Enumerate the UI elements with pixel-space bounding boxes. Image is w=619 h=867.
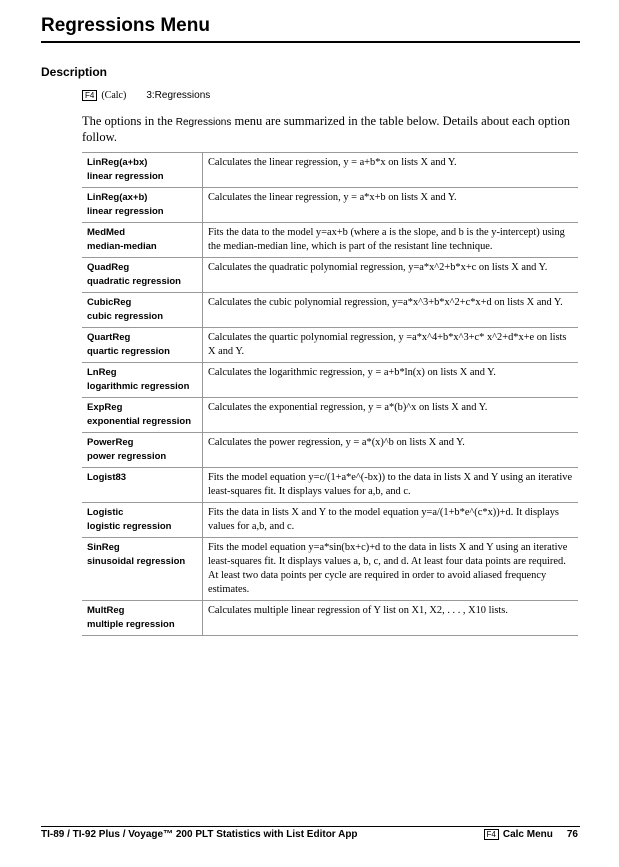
footer-product: TI-89 / TI-92 Plus / Voyage™ 200 PLT Statistics with List Editor App xyxy=(41,829,358,840)
page-title: Regressions Menu xyxy=(41,15,210,36)
option-description: Calculates the linear regression, y = a*x+b on lists X and Y. xyxy=(208,192,457,203)
option-description: Calculates the logarithmic regression, y = a+b*ln(x) on lists X and Y. xyxy=(208,367,496,378)
table-row xyxy=(82,293,578,328)
option-name-cell xyxy=(82,503,203,538)
option-subtitle: sinusoidal regression xyxy=(87,556,186,567)
table-row xyxy=(82,363,578,398)
title-rule xyxy=(41,41,580,43)
option-subtitle: quadratic regression xyxy=(87,276,181,287)
option-subtitle: quartic regression xyxy=(87,346,170,357)
key-menu-label: (Calc) xyxy=(101,90,127,101)
option-name-cell xyxy=(82,538,203,601)
option-subtitle: power regression xyxy=(87,451,167,462)
option-description: Calculates the quartic polynomial regression, y =a*x^4+b*x^3+c* x^2+d*x+e on lists X and Y. xyxy=(208,332,567,357)
option-name: LinReg(a+bx) xyxy=(87,157,148,168)
footer-section xyxy=(484,829,578,840)
intro-text-end: menu are summarized in the table below. Details about each option follow. xyxy=(82,114,571,144)
section-heading: Description xyxy=(41,65,108,79)
option-name-cell xyxy=(82,293,203,328)
intro-paragraph xyxy=(82,114,582,145)
option-subtitle: multiple regression xyxy=(87,619,175,630)
option-name-cell xyxy=(82,258,203,293)
table-row xyxy=(82,433,578,468)
table-row xyxy=(82,468,578,503)
option-name-cell xyxy=(82,398,203,433)
option-subtitle: logarithmic regression xyxy=(87,381,190,392)
option-subtitle: linear regression xyxy=(87,171,164,182)
option-subtitle: median-median xyxy=(87,241,157,252)
option-description: Fits the data in lists X and Y to the model equation y=a/(1+b*e^(c*x))+d. It displays values for a,b, and c. xyxy=(208,507,559,532)
option-name: Logistic xyxy=(87,507,124,518)
option-description: Calculates multiple linear regression of Y list on X1, X2, . . . , X10 lists. xyxy=(208,605,508,616)
table-row xyxy=(82,258,578,293)
option-name-cell xyxy=(82,153,203,188)
option-name: ExpReg xyxy=(87,402,123,413)
option-name-cell xyxy=(82,328,203,363)
option-name-cell xyxy=(82,188,203,223)
option-name: QuartReg xyxy=(87,332,131,343)
key-item-label: 3:Regressions xyxy=(146,90,211,101)
option-name: PowerReg xyxy=(87,437,134,448)
option-subtitle: linear regression xyxy=(87,206,164,217)
option-name: SinReg xyxy=(87,542,120,553)
option-name: Logist83 xyxy=(87,472,127,483)
option-description: Calculates the exponential regression, y = a*(b)^x on lists X and Y. xyxy=(208,402,488,413)
option-name: LnReg xyxy=(87,367,117,378)
table-row xyxy=(82,601,578,636)
f4-key-icon: F4 xyxy=(82,90,97,101)
option-description: Calculates the power regression, y = a*(x)^b on lists X and Y. xyxy=(208,437,465,448)
option-name-cell xyxy=(82,223,203,258)
option-description: Calculates the quadratic polynomial regression, y=a*x^2+b*x+c on lists X and Y. xyxy=(208,262,548,273)
option-name: QuadReg xyxy=(87,262,130,273)
table-row xyxy=(82,153,578,188)
table-row xyxy=(82,538,578,601)
intro-menu-name: Regressions xyxy=(175,117,232,128)
page-number: 76 xyxy=(566,829,578,840)
f4-key-icon: F4 xyxy=(484,829,499,840)
option-name-cell xyxy=(82,601,203,636)
option-description: Fits the model equation y=c/(1+a*e^(-bx)) to the data in lists X and Y using an iterative least-squares fit. It displays values for a,b, and c. xyxy=(208,472,573,497)
table-row xyxy=(82,503,578,538)
option-description: Calculates the cubic polynomial regression, y=a*x^3+b*x^2+c*x+d on lists X and Y. xyxy=(208,297,563,308)
option-description: Calculates the linear regression, y = a+b*x on lists X and Y. xyxy=(208,157,457,168)
option-name: CubicReg xyxy=(87,297,132,308)
options-table xyxy=(82,152,578,636)
key-path xyxy=(82,90,210,101)
option-subtitle: cubic regression xyxy=(87,311,164,322)
option-description: Fits the model equation y=a*sin(bx+c)+d to the data in lists X and Y using an iterative least-squares fit. It displays values a, b, c, and d. At least four data points are required. At least two data points per cycle are required in order to avoid aliased frequency estimates. xyxy=(208,542,568,595)
option-name: LinReg(ax+b) xyxy=(87,192,148,203)
option-description: Fits the data to the model y=ax+b (where a is the slope, and b is the y-intercept) using the median-median line, which is part of the resistant line technique. xyxy=(208,227,565,252)
option-name: MultReg xyxy=(87,605,125,616)
intro-text-start: The options in the xyxy=(82,114,176,128)
option-subtitle: exponential regression xyxy=(87,416,192,427)
footer-section-label: Calc Menu xyxy=(502,829,553,840)
table-row xyxy=(82,398,578,433)
option-name-cell xyxy=(82,468,203,503)
table-row xyxy=(82,188,578,223)
table-row xyxy=(82,223,578,258)
table-row xyxy=(82,328,578,363)
option-subtitle: logistic regression xyxy=(87,521,172,532)
option-name: MedMed xyxy=(87,227,125,238)
option-name-cell xyxy=(82,433,203,468)
footer-rule xyxy=(41,826,580,827)
option-name-cell xyxy=(82,363,203,398)
